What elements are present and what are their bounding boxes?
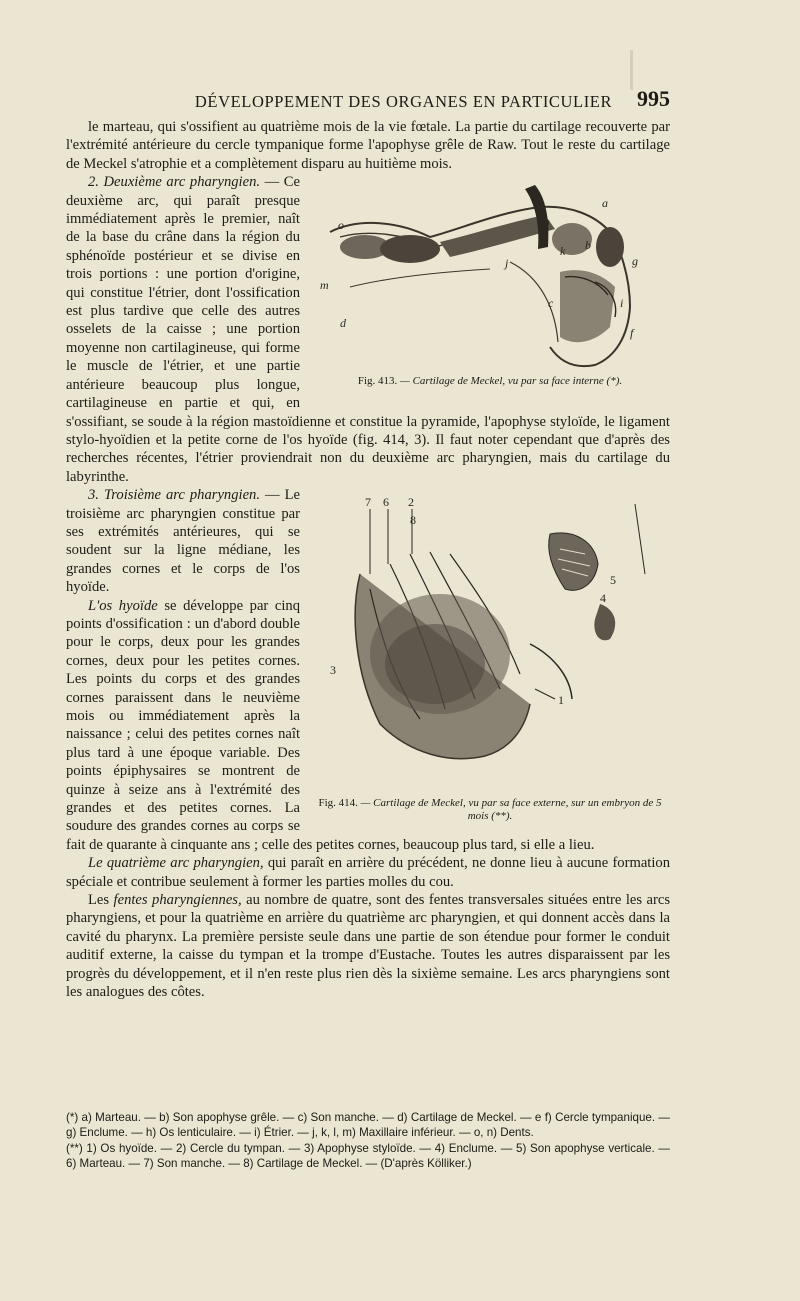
page-header	[140, 86, 670, 112]
figure-414	[310, 494, 670, 823]
figure-413-text: — Cartilage de Meckel, vu par sa face interne (*).	[397, 375, 623, 388]
paragraph-4-text: se développe par cinq points d'ossification : un d'abord double pour le corps, deux pour les grandes cornes, deux pour les petites cornes. Les points du corps et des grandes cornes paraissent dans le neuvième mois ou immédiatement après la naissance ; celui des petites cornes naît plus tard à une époque variable. Des points épiphysaires se montrent de quinze à seize ans à l'extrémité des grandes et des petites cornes. La soudure des grandes cornes au corps se fait de quarante à cinquante ans ; celle des petites cornes, beaucoup plus tard, si elle a lieu.	[66, 597, 595, 853]
fig413-label-g: g	[632, 254, 638, 269]
fig414-label-2: 2	[408, 495, 414, 510]
fig413-label-i: i	[620, 296, 624, 311]
fig413-label-a: a	[602, 196, 608, 211]
paper-blemish	[630, 50, 633, 90]
figure-414-number: Fig. 414.	[318, 797, 358, 810]
figure-413-illustration	[310, 177, 650, 372]
figure-413-number: Fig. 413.	[357, 375, 398, 388]
fig414-label-4: 4	[600, 591, 606, 606]
main-text	[66, 118, 670, 1002]
figure-413-caption	[310, 375, 670, 388]
figure-413	[310, 177, 670, 388]
paragraph-4-heading: L'os hyoïde	[88, 597, 158, 614]
footnote-2: (**) 1) Os hyoïde. — 2) Cercle du tympan. — 3) Apophyse styloïde. — 4) Enclume. — 5) Son apophyse verticale. — 6) Marteau. — 7) Son manche. — 8) Cartilage de Meckel. — (D'après Kölliker.)	[66, 1142, 670, 1170]
paragraph-1: le marteau, qui s'ossifient au quatrième mois de la vie fœtale. La partie du cartilage recouverte par l'extrémité antérieure du cercle tympanique forme l'apophyse grêle de Raw. Tout le reste du cartilage de Meckel s'atrophie et a complètement disparu au huitième mois.	[66, 119, 670, 172]
paragraph-3-text: — Le troisième arc pharyngien constitue par ses extrémités antérieures, qui se soudent sur la ligne médiane, les grandes cornes et le corps de l'os hyoïde.	[66, 487, 300, 596]
fig413-label-o: o	[338, 218, 344, 233]
paragraph-5	[66, 854, 670, 891]
fig414-label-1: 1	[558, 693, 564, 708]
fig413-label-j: j	[505, 256, 509, 271]
fig414-label-5: 5	[610, 573, 616, 588]
figure-414-text: — Cartilage de Meckel, vu par sa face externe, sur un embryon de 5 mois (**).	[357, 797, 662, 823]
paragraph-6-text: au nombre de quatre, sont des fentes transversales situées entre les arcs pharyngiens, et pour la quatrième en arrière du quatrième arc pharyngien, et qui donnent accès dans la cavité du pharynx. La première persiste seule dans une partie de son étendue pour former le conduit auditif externe, la caisse du tympan et la trompe d'Eustache. Toutes les autres disparaissent par les progrès du développement, et il n'en reste plus rien dès la sixième semaine. Les arcs pharyngiens sont les analogues des côtes.	[66, 892, 670, 1001]
fig414-label-8: 8	[410, 513, 416, 528]
fig414-label-7: 7	[365, 495, 371, 510]
fig413-label-d: d	[340, 316, 346, 331]
paragraph-6	[66, 891, 670, 1001]
fig413-label-k: k	[560, 244, 566, 259]
figure-414-caption	[310, 797, 670, 823]
fig413-label-b: b	[585, 238, 591, 253]
fig413-label-c: c	[548, 296, 554, 311]
fig413-label-l: l	[546, 217, 550, 233]
paragraph-5-text: qui paraît en arrière du précédent, ne donne lieu à aucune formation spéciale et contribue seulement à former les parties molles du cou.	[66, 855, 670, 890]
paragraph-2-text: — Ce deuxième arc, qui paraît presque immédiatement après le premier, naît de la base du crâne dans la région du sphénoïde postérieur et se divise en trois portions : une portion d'origine, qui constitue l'étrier, dont l'ossification est plus tardive que celle des autres osselets de la caisse ; une portion moyenne non cartilagineuse, qui forme le muscle de l'étrier, et une partie antérieure beaucoup plus longue, cartilagineuse en partie et qui, en s'ossifiant, se soude à la région mastoïdienne et constitue la pyramide, l'apophyse styloïde, le ligament stylo-hyoïdien et la petite corne de l'os hyoïde (fig. 414, 3). Il faut noter cependant que d'après des recherches récentes, l'étrier proviendrait non du deuxième arc pharyngien, mais du cartilage du labyrinthe.	[66, 174, 670, 485]
footnote-1: (*) a) Marteau. — b) Son apophyse grêle. — c) Son manche. — d) Cartilage de Meckel. — e f) Cercle tympanique. — g) Enclume. — h) Os lenticulaire. — i) Étrier. — j, k, l, m) Maxillaire inférieur. — o, n) Dents.	[66, 1111, 670, 1139]
figure-414-illustration	[310, 494, 650, 794]
paragraph-6-heading: fentes pharyngiennes,	[113, 892, 242, 909]
paragraph-6-intro: Les	[88, 892, 114, 909]
paragraph-3-heading: 3. Troisième arc pharyngien.	[88, 487, 260, 504]
fig413-label-m: m	[320, 278, 329, 293]
page-number: 995	[636, 86, 670, 111]
paragraph-5-heading: Le quatrième arc pharyngien,	[88, 855, 264, 872]
fig414-label-3: 3	[330, 663, 336, 678]
footnotes	[66, 1110, 670, 1172]
running-title: DÉVELOPPEMENT DES ORGANES EN PARTICULIER	[194, 92, 613, 111]
fig413-label-f: f	[630, 326, 634, 341]
fig414-label-6: 6	[383, 495, 389, 510]
paragraph-2-heading: 2. Deuxième arc pharyngien.	[88, 174, 261, 191]
